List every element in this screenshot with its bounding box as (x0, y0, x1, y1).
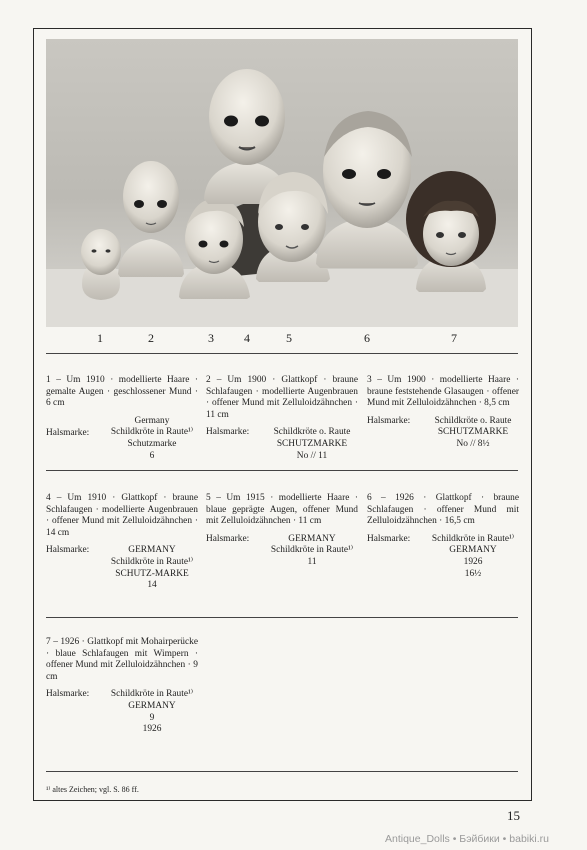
neck-mark-line: Schildkröte in Raute¹⁾ (431, 533, 515, 544)
neck-mark (367, 416, 519, 451)
figure-label-5: 5 (286, 331, 292, 345)
neck-mark-line: 11 (307, 556, 317, 567)
neck-mark-line: Schildkröte o. Raute (273, 427, 351, 438)
neck-mark-line: 9 (149, 712, 155, 723)
doll-head-1 (81, 229, 121, 300)
figure-label-1: 1 (97, 331, 103, 345)
neck-mark-line: Germany (134, 415, 170, 426)
neck-mark-line: GERMANY (288, 533, 336, 544)
neck-mark-line: Schildkröte in Raute¹⁾ (110, 427, 194, 438)
figure-label-3: 3 (208, 331, 214, 345)
neck-mark-line: 6 (149, 450, 155, 461)
neck-mark (206, 427, 358, 462)
divider-1 (46, 353, 518, 354)
neck-mark-line: Schutzmarke (127, 438, 177, 449)
entry-description: 7 – 1926 · Glattkopf mit Mohairperücke · blaue Schlafaugen mit Wimpern · offener Mund mit Zelluloidzähnchen · 9 cm (46, 637, 198, 682)
neck-mark-line: 16½ (464, 568, 482, 579)
divider-2 (46, 470, 518, 471)
entry-description: 6 – 1926 · Glattkopf · braune Schlafaugen · offener Mund mit Zelluloidzähnchen · 16,5 cm (367, 493, 519, 527)
neck-mark (46, 416, 198, 462)
page-number: 15 (507, 808, 520, 823)
doll-head-2 (118, 161, 184, 277)
neck-mark-line: Schildkröte o. Raute (434, 415, 512, 426)
page-frame (33, 28, 532, 801)
entry-5 (206, 493, 358, 569)
entry-7 (46, 637, 198, 736)
neck-mark-label: Halsmarke: (46, 689, 90, 700)
entry-6 (367, 493, 519, 580)
doll-heads-photo (46, 39, 518, 327)
neck-mark-line: No // 11 (296, 450, 328, 461)
neck-mark-line: 1926 (463, 556, 483, 567)
neck-mark (206, 534, 358, 569)
doll-head-3-4 (179, 199, 250, 299)
figure-label-4: 4 (244, 331, 250, 345)
neck-mark-label: Halsmarke: (46, 427, 90, 438)
neck-mark (46, 689, 198, 735)
entry-description: 1 – Um 1910 · modellierte Haare · gemalte Augen · geschlossener Mund · 6 cm (46, 375, 198, 409)
neck-mark-label: Halsmarke: (367, 533, 411, 544)
figure-label-2: 2 (148, 331, 154, 345)
divider-4 (46, 771, 518, 772)
neck-mark-line: GERMANY (128, 700, 176, 711)
footnote: ¹⁾ altes Zeichen; vgl. S. 86 ff. (46, 785, 139, 794)
neck-mark-label: Halsmarke: (46, 545, 90, 556)
neck-mark-label: Halsmarke: (367, 415, 411, 426)
neck-mark-line: SCHUTZMARKE (437, 427, 509, 438)
neck-mark-line: 1926 (142, 724, 162, 735)
entry-3 (367, 375, 519, 451)
neck-mark-label: Halsmarke: (206, 427, 250, 438)
entry-description: 5 – Um 1915 · modellierte Haare · blaue geprägte Augen, offener Mund mit Zelluloidzähnchen · 11 cm (206, 493, 358, 527)
neck-mark-line: No // 8½ (456, 438, 490, 449)
neck-mark-line: Schildkröte in Raute¹⁾ (110, 556, 194, 567)
figure-number-row (46, 331, 518, 347)
neck-mark-line: GERMANY (449, 545, 497, 556)
neck-mark-line: Schildkröte in Raute¹⁾ (110, 689, 194, 700)
neck-mark (367, 534, 519, 580)
doll-heads-illustration (46, 39, 518, 327)
neck-mark-label: Halsmarke: (206, 533, 250, 544)
neck-mark-line: Schildkröte in Raute¹⁾ (270, 545, 354, 556)
neck-mark-line: GERMANY (128, 545, 176, 556)
doll-head-6 (316, 111, 418, 268)
divider-3 (46, 617, 518, 618)
entry-1 (46, 375, 198, 462)
neck-mark (46, 545, 198, 591)
figure-label-7: 7 (451, 331, 457, 345)
neck-mark-line: SCHUTZ-MARKE (115, 568, 189, 579)
entry-2 (206, 375, 358, 462)
neck-mark-line: 14 (147, 580, 157, 591)
entry-description: 4 – Um 1910 · Glattkopf · braune Schlafaugen · modellierte Augenbrauen · offener Mund mit Zelluloidzähnchen · 14 cm (46, 493, 198, 538)
entry-description: 3 – Um 1900 · modellierte Haare · braune feststehende Glasaugen · offener Mund mit Zelluloidzähnchen · 8,5 cm (367, 375, 519, 409)
entry-4 (46, 493, 198, 592)
entry-description: 2 – Um 1900 · Glattkopf · braune Schlafaugen · modellierte Augenbrauen · offener Mund mit Zelluloidzähnchen · 11 cm (206, 375, 358, 420)
neck-mark-line: SCHUTZMARKE (276, 438, 348, 449)
watermark: Antique_Dolls • Бэйбики • babiki.ru (385, 833, 549, 845)
figure-label-6: 6 (364, 331, 370, 345)
